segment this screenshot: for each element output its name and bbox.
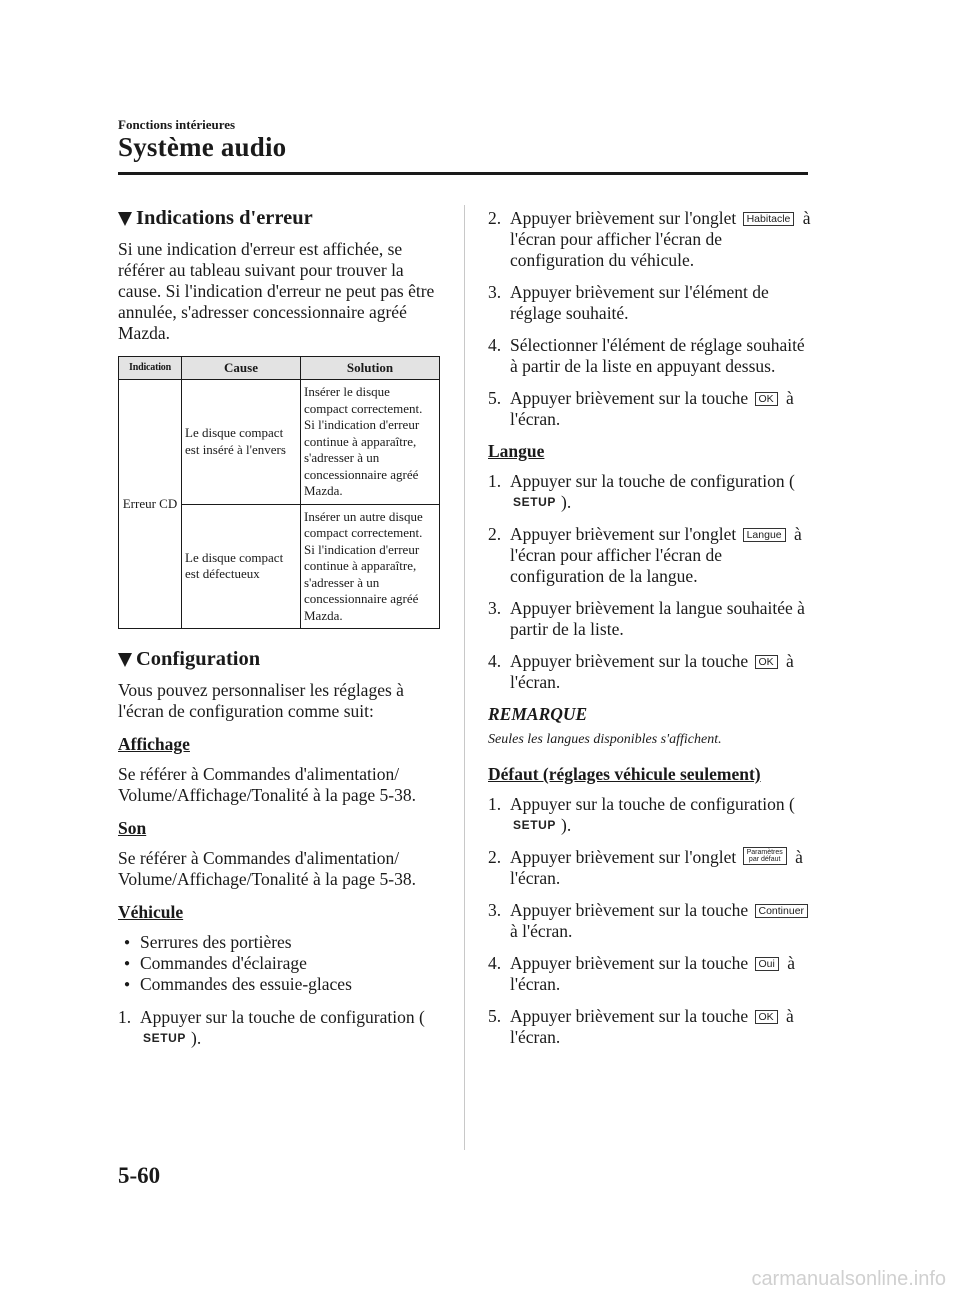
step: 1. Appuyer sur la touche de configuration (SETUP ). <box>118 1007 425 1048</box>
affichage-text: Se référer à Commandes d'alimentation/ Volume/Affichage/Tonalité à la page 5-38. <box>118 764 416 805</box>
error-intro: Si une indication d'erreur est affichée, se référer au tableau suivant pour trouver la cause. Si l'indication d'erreur ne peut pas être annulée, s'adresser concessionnaire agréé Mazda. <box>118 239 435 343</box>
subheading-vehicule: Véhicule <box>118 902 184 922</box>
vehicule-list <box>118 932 444 995</box>
remark-title: REMARQUE <box>488 704 588 724</box>
habitacle-tab-icon: Habitacle <box>743 212 795 226</box>
error-table <box>118 356 440 629</box>
step: 2. Appuyer brièvement sur l'onglet Habitacle à l'écran pour afficher l'écran de configuration du véhicule. <box>488 208 811 270</box>
step: 3. Appuyer brièvement la langue souhaitée à partir de la liste. <box>488 598 805 639</box>
triangle-bullet-icon <box>118 653 132 667</box>
setup-button-icon: SETUP <box>143 1031 187 1045</box>
table-row <box>119 380 440 505</box>
step: 2. Appuyer brièvement sur l'onglet Paramètres par défaut à l'écran. <box>488 847 803 888</box>
heading-configuration <box>118 649 444 670</box>
remark-text: Seules les langues disponibles s'affichent. <box>488 732 722 747</box>
list-item: ● Serrures des portières <box>118 932 444 953</box>
setup-button-icon: SETUP <box>513 495 557 509</box>
step: 5. Appuyer brièvement sur la touche OK à l'écran. <box>488 388 794 429</box>
table-cell-cause: Le disque compact est inséré à l'envers <box>182 380 301 505</box>
subheading-langue: Langue <box>488 441 545 461</box>
step: 4. Appuyer brièvement sur la touche Oui à l'écran. <box>488 953 795 994</box>
ok-button-icon: OK <box>755 655 778 669</box>
watermark: carmanualsonline.info <box>751 1268 946 1290</box>
yes-button-icon: Oui <box>755 957 779 971</box>
header-rule <box>118 172 808 175</box>
heading-text: Configuration <box>136 648 261 670</box>
step: 1. Appuyer sur la touche de configuration (SETUP ). <box>488 794 795 835</box>
page-title: Système audio <box>118 132 287 162</box>
table-header: Indication <box>119 357 182 380</box>
langue-tab-icon: Langue <box>743 528 786 542</box>
table-cell-cause: Le disque compact est défectueux <box>182 504 301 629</box>
subheading-affichage: Affichage <box>118 734 190 754</box>
table-header: Solution <box>301 357 440 380</box>
ok-button-icon: OK <box>755 392 778 406</box>
subheading-defaut: Défaut (réglages véhicule seulement) <box>488 764 761 784</box>
step: 5. Appuyer brièvement sur la touche OK à l'écran. <box>488 1006 794 1047</box>
column-divider <box>464 205 465 1150</box>
right-column <box>488 208 813 1059</box>
step: 3. Appuyer brièvement sur l'élément de réglage souhaité. <box>488 282 769 323</box>
table-cell-solution: Insérer le disque compact correctement. Si l'indication d'erreur continue à apparaître, s'adresser à un concessionnaire agréé Mazda. <box>301 380 440 505</box>
heading-text: Indications d'erreur <box>136 207 313 229</box>
list-item: ● Commandes d'éclairage <box>118 953 444 974</box>
son-text: Se référer à Commandes d'alimentation/ Volume/Affichage/Tonalité à la page 5-38. <box>118 848 416 889</box>
section-label: Fonctions intérieures <box>118 117 236 132</box>
ok-button-icon: OK <box>755 1010 778 1024</box>
page-number: 5-60 <box>118 1163 161 1188</box>
step: 4. Sélectionner l'élément de réglage souhaité à partir de la liste en appuyant dessus. <box>488 335 805 376</box>
step: 2. Appuyer brièvement sur l'onglet Langue à l'écran pour afficher l'écran de configuration de la langue. <box>488 524 802 586</box>
step: 3. Appuyer brièvement sur la touche Continuer à l'écran. <box>488 900 813 942</box>
subheading-son: Son <box>118 818 147 838</box>
heading-error-indications <box>118 208 444 229</box>
list-item: ● Commandes des essuie-glaces <box>118 974 444 995</box>
table-header: Cause <box>182 357 301 380</box>
config-intro: Vous pouvez personnaliser les réglages à l'écran de configuration comme suit: <box>118 680 404 721</box>
continue-button-icon: Continuer <box>755 904 809 918</box>
triangle-bullet-icon <box>118 212 132 226</box>
setup-button-icon: SETUP <box>513 818 557 832</box>
table-header-row <box>119 357 440 380</box>
table-cell-indication: Erreur CD <box>119 380 182 629</box>
default-settings-tab-icon: Paramètres par défaut <box>743 847 787 865</box>
left-column <box>118 208 444 1060</box>
step: 1. Appuyer sur la touche de configuration (SETUP ). <box>488 471 795 512</box>
step: 4. Appuyer brièvement sur la touche OK à l'écran. <box>488 651 794 692</box>
table-cell-solution: Insérer un autre disque compact correctement. Si l'indication d'erreur continue à apparaître, s'adresser à un concessionnaire agréé Mazda. <box>301 504 440 629</box>
